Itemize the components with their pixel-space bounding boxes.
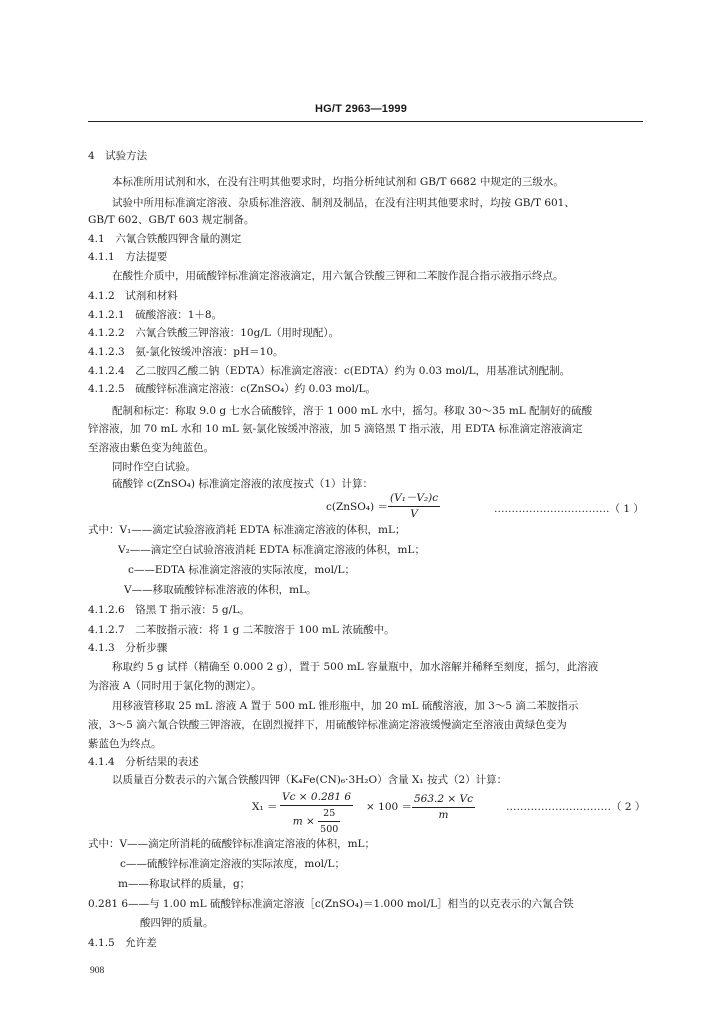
variable-definition: V——移取硫酸锌标准溶液的体积，mL。	[124, 584, 317, 596]
equation-1-lhs: c(ZnSO₄) ＝	[326, 501, 388, 513]
paragraph-line: 同时作空白试验。	[112, 461, 196, 473]
variable-definition: c——硫酸锌标准滴定溶液的实际浓度，mol/L；	[120, 858, 346, 870]
equation-1-denominator: V	[410, 508, 418, 520]
page-number: 908	[90, 966, 105, 976]
variable-definition: 式中：V₁——滴定试验溶液消耗 EDTA 标准滴定溶液的体积，mL；	[88, 524, 406, 536]
paragraph-line: 试验中所用标准滴定溶液、杂质标准溶液、制剂及制品，在没有注明其他要求时，均按 GB/T 601、	[112, 197, 575, 209]
equation-2-multiplier: × 100 ＝	[366, 801, 413, 813]
variable-definition: V₂——滴定空白试验溶液消耗 EDTA 标准滴定溶液的体积，mL；	[118, 544, 425, 556]
list-item: 4.1.2.3 氨-氯化铵缓冲溶液：pH＝10。	[88, 346, 284, 358]
list-item: 4.1.2.5 硫酸锌标准滴定溶液：c(ZnSO₄）约 0.03 mol/L。	[88, 383, 376, 395]
equation-2-denominator-2: m	[438, 809, 449, 821]
paragraph-line: 紫蓝色为终点。	[88, 738, 162, 750]
variable-definition: c——EDTA 标准滴定溶液的实际浓度，mol/L；	[128, 564, 355, 576]
equation-2-fraction-2	[412, 793, 475, 822]
list-item: 4.1.2.2 六氰合铁酸三钾溶液：10g/L（用时现配）。	[88, 327, 340, 339]
equation-2-inner-denominator: 500	[320, 824, 339, 835]
list-item: 4.1.2.1 硫酸溶液：1＋8。	[88, 309, 223, 321]
paragraph-line: GB/T 602、GB/T 603 规定制备。	[88, 214, 255, 226]
subsection-heading: 4.1.5 允许差	[88, 937, 157, 949]
equation-2-tag: …………………………（ 2 ）	[506, 801, 646, 813]
equation-1-fraction	[388, 492, 440, 521]
subsection-heading: 4.1.2 试剂和材料	[88, 290, 178, 302]
paragraph-line: 在酸性介质中，用硫酸锌标准滴定溶液滴定，用六氰合铁酸三钾和二苯胺作混合指示液指示终点。	[112, 270, 564, 282]
header-rule	[88, 121, 643, 122]
variable-definition: 酸四钾的质量。	[140, 917, 214, 929]
variable-definition: 式中：V——滴定所消耗的硫酸锌标准滴定溶液的体积，mL；	[88, 838, 376, 850]
paragraph-line: 以质量百分数表示的六氰合铁酸四钾（K₄Fe(CN)₆·3H₂O）含量 X₁ 按式（2）计算：	[112, 774, 508, 786]
paragraph-line: 配制和标定：称取 9.0 g 七水合硫酸锌，溶于 1 000 mL 水中，摇匀。移取 30～35 mL 配制好的硫酸	[112, 405, 593, 417]
equation-2-fraction-1	[280, 791, 353, 836]
standard-header: HG/T 2963—1999	[314, 103, 408, 115]
list-item: 4.1.2.6 铬黑 T 指示液：5 g/L。	[88, 604, 250, 616]
paragraph-line: 硫酸锌 c(ZnSO₄) 标准滴定溶液的浓度按式（1）计算：	[112, 478, 373, 490]
paragraph-line: 液，3～5 滴六氰合铁酸三钾溶液，在剧烈搅拌下，用硫酸锌标准滴定溶液缓慢滴定至溶液由黄绿色变为	[88, 719, 567, 731]
subsection-heading: 4.1.1 方法提要	[88, 251, 168, 263]
equation-2-denominator-m: m ×	[292, 815, 315, 828]
paragraph-line: 本标准所用试剂和水，在没有注明其他要求时，均指分析纯试剂和 GB/T 6682 中规定的三级水。	[112, 176, 564, 188]
section-heading: 4 试验方法	[88, 150, 148, 162]
equation-2-numerator-2: 563.2 × Vc	[412, 793, 475, 808]
paragraph-line: 至溶液由紫色变为纯蓝色。	[88, 442, 214, 454]
list-item: 4.1.2.7 二苯胺指示液：将 1 g 二苯胺溶于 100 mL 浓硫酸中。	[88, 624, 395, 636]
variable-definition: m——称取试样的质量，g；	[118, 878, 251, 890]
paragraph-line: 用移液管移取 25 mL 溶液 A 置于 500 mL 锥形瓶中，加 20 mL 硫酸溶液，加 3～5 滴二苯胺指示	[112, 700, 579, 712]
subsection-heading: 4.1.3 分析步骤	[88, 642, 168, 654]
equation-2-lhs: X₁ ＝	[252, 801, 278, 813]
equation-1-tag: ……………………………（ 1 ）	[494, 503, 644, 515]
paragraph-line: 称取约 5 g 试样（精确至 0.000 2 g），置于 500 mL 容量瓶中，加水溶解并稀释至刻度，摇匀，此溶液	[112, 661, 599, 673]
subsection-heading: 4.1.4 分析结果的表述	[88, 756, 199, 768]
equation-1-numerator: (V₁－V₂)c	[388, 492, 440, 507]
paragraph-line: 锌溶液，加 70 mL 水和 10 mL 氨-氯化铵缓冲溶液，加 5 滴铬黑 T 指示液，用 EDTA 标准滴定溶液滴定	[88, 423, 583, 435]
equation-2-inner-numerator: 25	[318, 807, 340, 822]
equation-2-numerator-1: Vc × 0.281 6	[280, 791, 353, 806]
variable-definition: 0.281 6——与 1.00 mL 硫酸锌标准滴定溶液［c(ZnSO₄)＝1.000 mol/L］相当的以克表示的六氰合铁	[88, 898, 574, 910]
paragraph-line: 为溶液 A（同时用于氯化物的测定）。	[88, 680, 262, 692]
subsection-heading: 4.1 六氰合铁酸四钾含量的测定	[88, 233, 242, 245]
list-item: 4.1.2.4 乙二胺四乙酸二钠（EDTA）标准滴定溶液：c(EDTA）约为 0.03 mol/L，用基准试剂配制。	[88, 365, 571, 377]
